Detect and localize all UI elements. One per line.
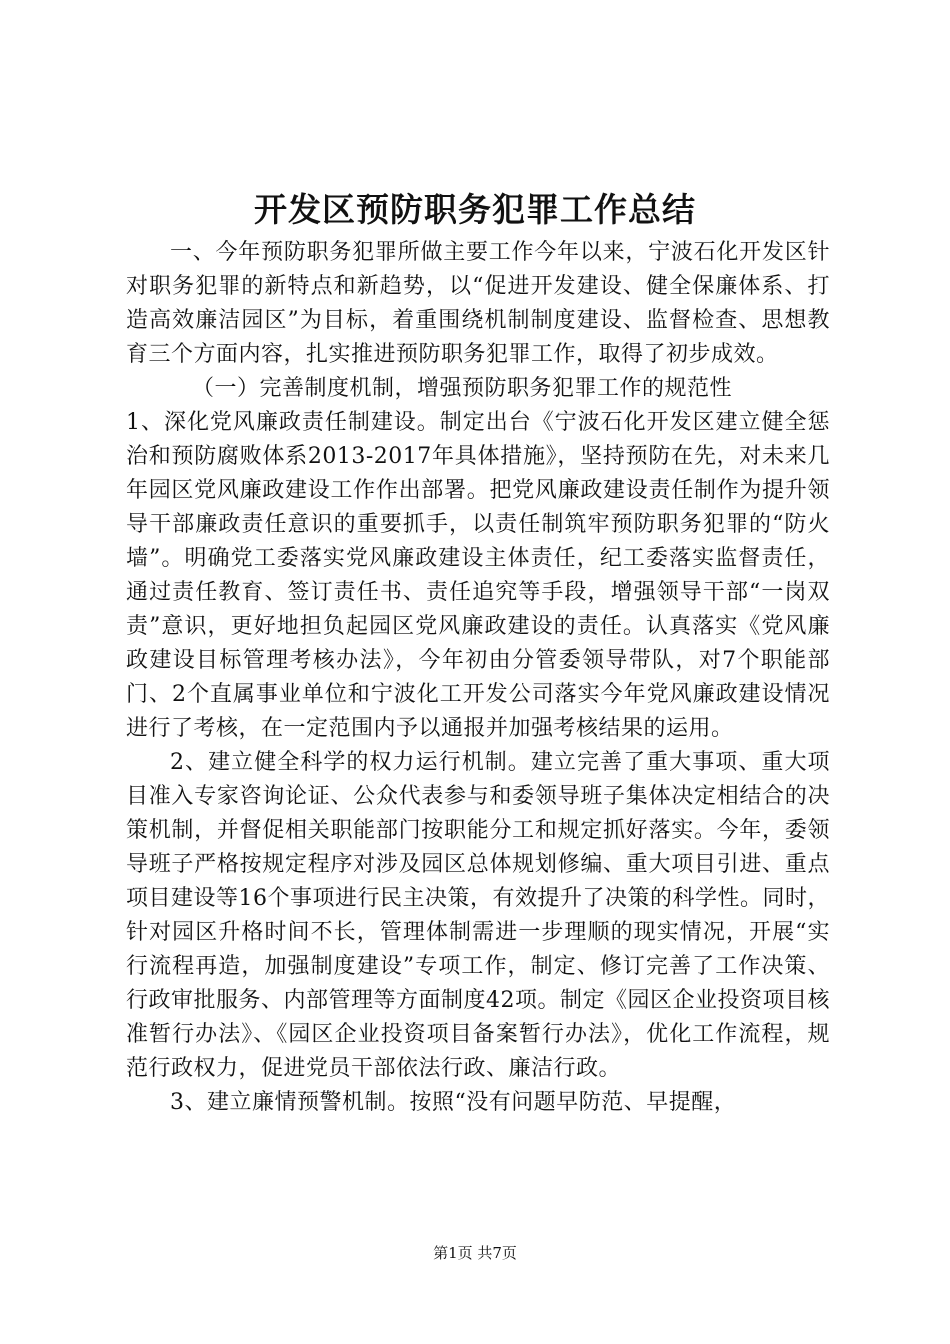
paragraph-section-heading: （一）完善制度机制，增强预防职务犯罪工作的规范性	[192, 376, 733, 401]
document-body	[126, 236, 830, 1120]
paragraph-intro: 一、今年预防职务犯罪所做主要工作今年以来，宁波石化开发区针对职务犯罪的新特点和新趋势，以“促进开发建设、健全保廉体系、打造高效廉洁园区”为目标，着重围绕机制制度建设、监督检查、思想教育三个方面内容，扎实推进预防职务犯罪工作，取得了初步成效。	[126, 240, 830, 367]
paragraph-item-2: 2、建立健全科学的权力运行机制。建立完善了重大事项、重大项目准入专家咨询论证、公众代表参与和委领导班子集体决定相结合的决策机制，并督促相关职能部门按职能分工和规定抓好落实。今年，委领导班子严格按规定程序对涉及园区总体规划修编、重大项目引进、重点项目建设等16个事项进行民主决策，有效提升了决策的科学性。同时，针对园区升格时间不长，管理体制需进一步理顺的现实情况，开展“实行流程再造，加强制度建设”专项工作，制定、修订完善了工作决策、行政审批服务、内部管理等方面制度42项。制定《园区企业投资项目核准暂行办法》、《园区企业投资项目备案暂行办法》，优化工作流程，规范行政权力，促进党员干部依法行政、廉洁行政。	[126, 750, 830, 1081]
paragraph-item-3: 3、建立廉情预警机制。按照“没有问题早防范、早提醒，	[170, 1090, 737, 1115]
document-title: 开发区预防职务犯罪工作总结	[254, 190, 696, 229]
page-indicator: 第1页 共7页	[433, 1244, 517, 1262]
paragraph-item-1: 1、深化党风廉政责任制建设。制定出台《宁波石化开发区建立健全惩治和预防腐败体系2013-2017年具体措施》，坚持预防在先，对未来几年园区党风廉政建设工作作出部署。把党风廉政建设责任制作为提升领导干部廉政责任意识的重要抓手，以责任制筑牢预防职务犯罪的“防火墙”。明确党工委落实党风廉政建设主体责任，纪工委落实监督责任，通过责任教育、签订责任书、责任追究等手段，增强领导干部“一岗双责”意识，更好地担负起园区党风廉政建设的责任。认真落实《党风廉政建设目标管理考核办法》，今年初由分管委领导带队，对7个职能部门、2个直属事业单位和宁波化工开发公司落实今年党风廉政建设情况进行了考核，在一定范围内予以通报并加强考核结果的运用。	[126, 410, 830, 741]
